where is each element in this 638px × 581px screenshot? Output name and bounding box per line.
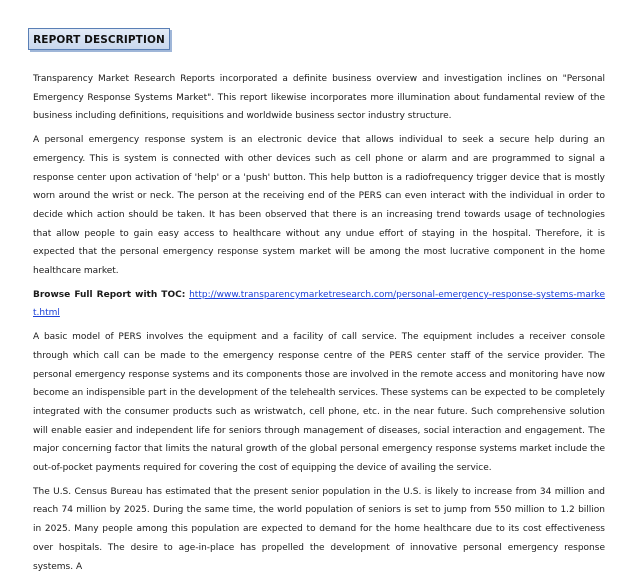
paragraph-census: The U.S. Census Bureau has estimated that the present senior population in the U.S. is likely to increase from 34 million and reach 74 million by 2025. During the same time, the world population of seniors is set to jump from 550 million to 1.2 billion in 2025. Many people among this population are expected to demand for the home healthcare due to its cost effectiveness over hospitals. The desire to age-in-place has propelled the development of innovative personal emergency response systems. A [33, 486, 605, 572]
browse-report-line [33, 286, 605, 323]
report-body [33, 70, 605, 581]
paragraph-basic-model: A basic model of PERS involves the equipment and a facility of call service. The equipment includes a receiver console through which call can be made to the emergency response centre of the PERS center staff of the service provider. The personal emergency response systems and its components those are involved in the remote access and monitoring have now become an indispensible part in the development of the telehealth services. These systems can be expected to be completely integrated with the consumer products such as wristwatch, cell phone, etc. in the near future. Such comprehensive solution will enable easier and independent life for seniors through management of diseases, social interaction and engagement. The major concerning factor that limits the natural growth of the global personal emergency response systems market include the out-of-pocket payments required for covering the cost of equipping the device of availing the service. [33, 332, 605, 474]
report-description-heading: REPORT DESCRIPTION [28, 28, 170, 50]
paragraph-pers-definition: A personal emergency response system is an electronic device that allows individual to seek a secure help during an emergency. This is system is connected with other devices such as cell phone or alarm and are programmed to signal a response center upon activation of 'help' or a 'push' button. This help button is a radiofrequency trigger device that is mostly worn around the wrist or neck. The person at the receiving end of the PERS can even interact with the individual in order to decide which action should be taken. It has been observed that there is an increasing trend towards usage of technologies that allow people to gain easy access to healthcare without any undue effort of staying in the hospital. Therefore, it is expected that the personal emergency response system market will be among the most lucrative component in the home healthcare market. [33, 135, 605, 277]
browse-report-label: Browse Full Report with TOC: [33, 289, 186, 300]
full-report-link[interactable]: http://www.transparencymarketresearch.com/personal-emergency-response-systems-market.html [33, 289, 605, 319]
paragraph-intro: Transparency Market Research Reports incorporated a definite business overview and investigation inclines on "Personal Emergency Response Systems Market". This report likewise incorporates more illumination about fundamental review of the business including definitions, requisitions and worldwide business sector industry structure. [33, 74, 605, 122]
